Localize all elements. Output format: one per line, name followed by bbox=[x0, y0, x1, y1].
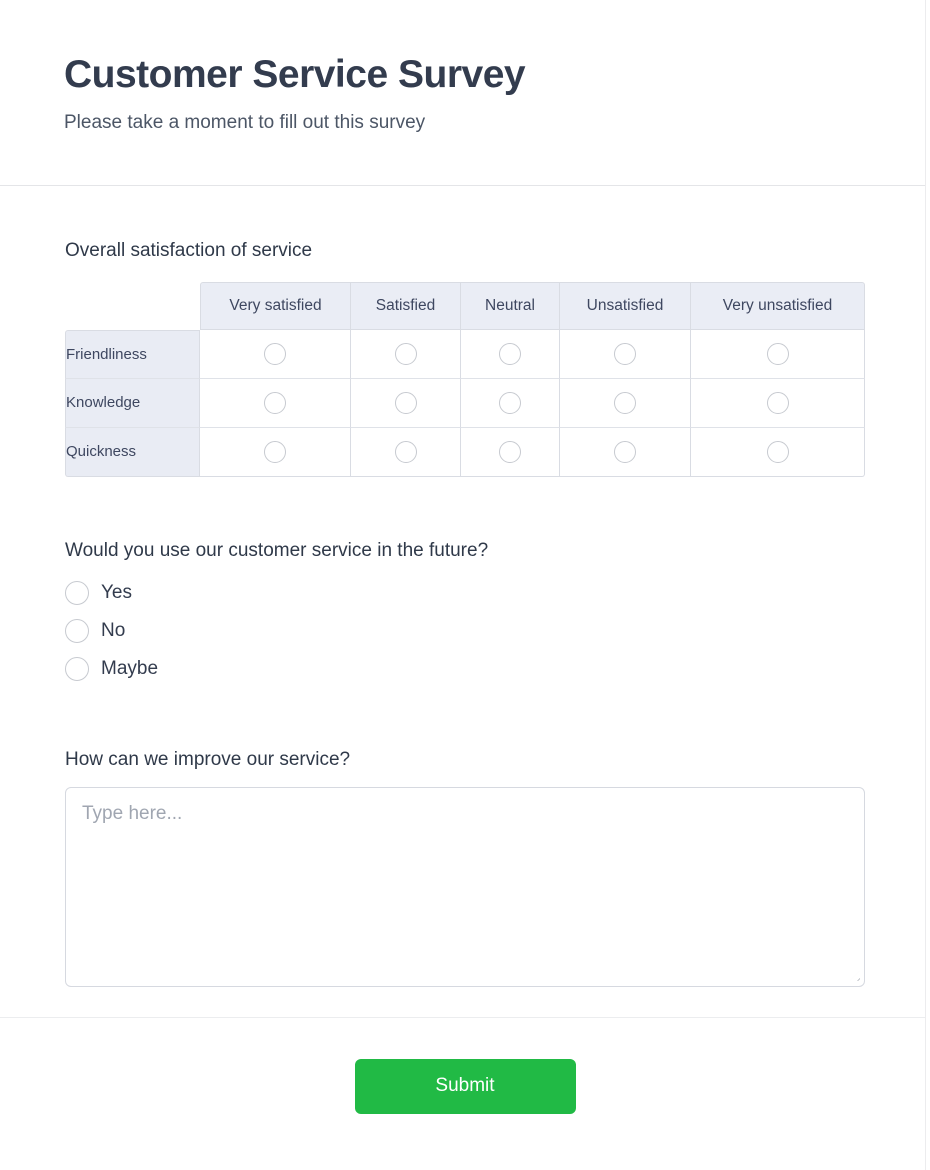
matrix-radio-cell[interactable] bbox=[200, 379, 351, 428]
matrix-row bbox=[65, 330, 865, 379]
radio-button-icon[interactable] bbox=[65, 581, 89, 605]
radio-button-icon[interactable] bbox=[264, 392, 286, 414]
radio-button-icon[interactable] bbox=[614, 343, 636, 365]
radio-button-icon[interactable] bbox=[499, 392, 521, 414]
matrix-radio-cell[interactable] bbox=[691, 379, 865, 428]
matrix-radio-cell[interactable] bbox=[461, 379, 560, 428]
matrix-row bbox=[65, 379, 865, 428]
radio-button-icon[interactable] bbox=[499, 343, 521, 365]
matrix-radio-cell[interactable] bbox=[351, 428, 461, 477]
radio-options-group bbox=[65, 581, 865, 681]
radio-button-icon[interactable] bbox=[767, 392, 789, 414]
radio-button-icon[interactable] bbox=[614, 441, 636, 463]
matrix-radio-cell[interactable] bbox=[200, 330, 351, 379]
radio-button-icon[interactable] bbox=[767, 441, 789, 463]
matrix-corner-cell bbox=[65, 282, 200, 330]
radio-option-label: Yes bbox=[101, 581, 132, 603]
radio-question-label: Would you use our customer service in the future? bbox=[65, 539, 489, 561]
matrix-row-label: Friendliness bbox=[65, 330, 200, 379]
radio-option[interactable] bbox=[65, 619, 865, 643]
matrix-radio-cell[interactable] bbox=[560, 330, 691, 379]
radio-option-label: Maybe bbox=[101, 657, 159, 679]
submit-button[interactable]: Submit bbox=[355, 1059, 576, 1114]
survey-header bbox=[0, 0, 930, 134]
text-question-label: How can we improve our service? bbox=[65, 748, 351, 770]
radio-option[interactable] bbox=[65, 657, 865, 681]
page-subtitle: Please take a moment to fill out this survey bbox=[64, 111, 426, 133]
matrix-column-header: Neutral bbox=[461, 282, 560, 330]
textarea-wrapper bbox=[65, 787, 865, 987]
matrix-column-header: Satisfied bbox=[351, 282, 461, 330]
radio-button-icon[interactable] bbox=[499, 441, 521, 463]
improve-service-textarea[interactable] bbox=[65, 787, 865, 987]
survey-footer bbox=[0, 1018, 930, 1165]
matrix-header-row bbox=[65, 282, 865, 330]
matrix-column-header: Very satisfied bbox=[200, 282, 351, 330]
survey-body bbox=[0, 240, 930, 987]
matrix-radio-cell[interactable] bbox=[351, 379, 461, 428]
matrix-column-header: Unsatisfied bbox=[560, 282, 691, 330]
radio-button-icon[interactable] bbox=[65, 657, 89, 681]
page-right-edge bbox=[925, 0, 926, 1170]
matrix-radio-cell[interactable] bbox=[461, 428, 560, 477]
matrix-radio-cell[interactable] bbox=[200, 428, 351, 477]
radio-button-icon[interactable] bbox=[395, 392, 417, 414]
matrix-question-section bbox=[65, 240, 865, 477]
matrix-row-label: Quickness bbox=[65, 428, 200, 477]
text-question-section bbox=[65, 749, 865, 987]
matrix-radio-cell[interactable] bbox=[560, 428, 691, 477]
matrix-column-header: Very unsatisfied bbox=[691, 282, 865, 330]
radio-button-icon[interactable] bbox=[395, 441, 417, 463]
radio-question-section bbox=[65, 540, 865, 681]
radio-button-icon[interactable] bbox=[614, 392, 636, 414]
matrix-radio-cell[interactable] bbox=[691, 428, 865, 477]
matrix-radio-cell[interactable] bbox=[461, 330, 560, 379]
radio-option[interactable] bbox=[65, 581, 865, 605]
matrix-row-label: Knowledge bbox=[65, 379, 200, 428]
radio-button-icon[interactable] bbox=[65, 619, 89, 643]
header-divider bbox=[0, 185, 925, 186]
matrix-radio-cell[interactable] bbox=[691, 330, 865, 379]
matrix-radio-cell[interactable] bbox=[351, 330, 461, 379]
satisfaction-matrix bbox=[65, 282, 865, 477]
radio-option-label: No bbox=[101, 619, 126, 641]
radio-button-icon[interactable] bbox=[264, 343, 286, 365]
matrix-row bbox=[65, 428, 865, 477]
page-title: Customer Service Survey bbox=[64, 53, 526, 96]
matrix-radio-cell[interactable] bbox=[560, 379, 691, 428]
matrix-question-label: Overall satisfaction of service bbox=[65, 239, 313, 261]
radio-button-icon[interactable] bbox=[395, 343, 417, 365]
radio-button-icon[interactable] bbox=[767, 343, 789, 365]
radio-button-icon[interactable] bbox=[264, 441, 286, 463]
